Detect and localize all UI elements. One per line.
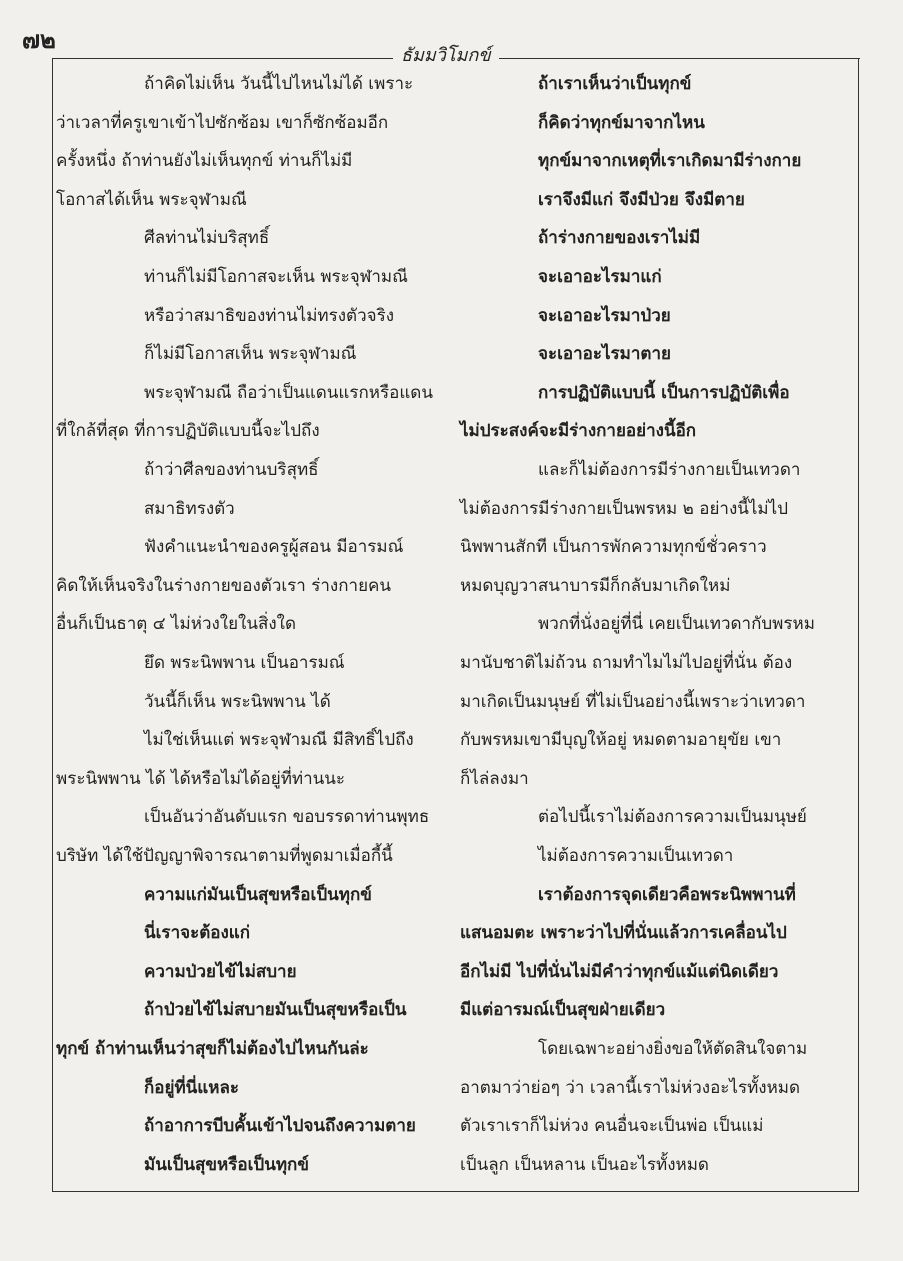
text-line: เราต้องการจุดเดียวคือพระนิพพานที่ — [538, 884, 796, 905]
text-line: มานับชาติไม่ถ้วน ถามทำไมไม่ไปอยู่ที่นั่น ต้อง — [460, 653, 793, 673]
text-line: นิพพานสักที เป็นการพักความทุกข์ชั่วคราว — [460, 537, 767, 558]
text-line: ยึด พระนิพพาน เป็นอารมณ์ — [144, 653, 345, 673]
text-line: จะเอาอะไรมาแก่ — [538, 267, 662, 287]
text-line: ความแก่มันเป็นสุขหรือเป็นทุกข์ — [144, 884, 372, 905]
text-line: สมาธิทรงตัว — [144, 498, 235, 519]
text-line: พวกที่นั่งอยู่ที่นี่ เคยเป็นเทวดากับพรหม — [538, 614, 815, 635]
text-line: กับพรหมเขามีบุญให้อยู่ หมดตามอายุขัย เขา — [460, 730, 782, 751]
text-line: มีแต่อารมณ์เป็นสุขฝ่ายเดียว — [460, 1000, 666, 1021]
text-line: มันเป็นสุขหรือเป็นทุกข์ — [144, 1154, 309, 1175]
text-line: นี่เราจะต้องแก่ — [144, 923, 251, 944]
running-header-title: ธัมมวิโมกข์ — [393, 40, 499, 69]
text-line: ครั้งหนึ่ง ถ้าท่านยังไม่เห็นทุกข์ ท่านก็ไม่มี — [56, 151, 353, 172]
text-line: หรือว่าสมาธิของท่านไม่ทรงตัวจริง — [144, 305, 395, 326]
text-line: ถ้าเราเห็นว่าเป็นทุกข์ — [538, 74, 692, 94]
text-line: อีกไม่มี ไปที่นั่นไม่มีคำว่าทุกข์แม้แต่นิดเดียว — [460, 961, 779, 982]
text-line: จะเอาอะไรมาป่วย — [538, 305, 671, 326]
text-line: ตัวเราเราก็ไม่ห่วง คนอื่นจะเป็นพ่อ เป็นแม่ — [460, 1116, 764, 1137]
text-line: ถ้าอาการบีบคั้นเข้าไปจนถึงความตาย — [144, 1116, 416, 1137]
text-line: เป็นอันว่าอันดับแรก ขอบรรดาท่านพุทธ — [144, 807, 430, 828]
text-line: ไม่ต้องการความเป็นเทวดา — [538, 846, 734, 866]
text-line: ต่อไปนี้เราไม่ต้องการความเป็นมนุษย์ — [538, 807, 807, 828]
text-line: การปฏิบัติแบบนี้ เป็นการปฏิบัติเพื่อ — [538, 382, 790, 403]
text-line: มาเกิดเป็นมนุษย์ ที่ไม่เป็นอย่างนี้เพราะว่าเทวดา — [460, 691, 806, 712]
text-line: คิดให้เห็นจริงในร่างกายของตัวเรา ร่างกายคน — [56, 575, 392, 596]
text-line: บริษัท ได้ใช้ปัญญาพิจารณาตามที่พูดมาเมื่อกี้นี้ — [56, 846, 393, 866]
text-line: แสนอมตะ เพราะว่าไปที่นั่นแล้วการเคลื่อนไป — [460, 923, 787, 944]
text-line: ฟังคำแนะนำของครูผู้สอน มีอารมณ์ — [144, 537, 404, 558]
text-line: ก็คิดว่าทุกข์มาจากไหน — [538, 112, 705, 133]
page-number: ๗๒ — [22, 25, 56, 54]
text-line: ว่าเวลาที่ครูเขาเข้าไปซักซ้อม เขาก็ซักซ้อมอีก — [56, 112, 389, 133]
text-line: ท่านก็ไม่มีโอกาสจะเห็น พระจุฬามณี — [144, 267, 408, 287]
text-line: ถ้าว่าศีลของท่านบริสุทธิ์ — [144, 460, 319, 480]
text-line: ก็อยู่ที่นี่แหละ — [144, 1077, 240, 1098]
text-line: จะเอาอะไรมาตาย — [538, 344, 671, 365]
text-line: ไม่ใช่เห็นแต่ พระจุฬามณี มีสิทธิ์ไปถึง — [144, 730, 414, 751]
text-line: ที่ใกล้ที่สุด ที่การปฏิบัติแบบนี้จะไปถึง — [56, 421, 320, 442]
text-line: ศีลท่านไม่บริสุทธิ์ — [144, 228, 270, 249]
text-line: หมดบุญวาสนาบารมีก็กลับมาเกิดใหม่ — [460, 575, 731, 596]
text-line: อาตมาว่าย่อๆ ว่า เวลานี้เราไม่ห่วงอะไรทั้งหมด — [460, 1077, 801, 1098]
text-line: ถ้าป่วยไข้ไม่สบายมันเป็นสุขหรือเป็น — [144, 1000, 407, 1021]
text-line: ความป่วยไข้ไม่สบาย — [144, 961, 297, 982]
text-line: พระจุฬามณี ถือว่าเป็นแดนแรกหรือแดน — [144, 382, 433, 403]
text-line: ก็ไล่ลงมา — [460, 768, 529, 789]
text-line: โดยเฉพาะอย่างยิ่งขอให้ตัดสินใจตาม — [538, 1039, 808, 1059]
text-line: วันนี้ก็เห็น พระนิพพาน ได้ — [144, 691, 331, 712]
text-line: อื่นก็เป็นธาตุ ๔ ไม่ห่วงใยในสิ่งใด — [56, 614, 296, 635]
text-line: ไม่ต้องการมีร่างกายเป็นพรหม ๒ อย่างนี้ไม่ไป — [460, 498, 788, 519]
text-line: ไม่ประสงค์จะมีร่างกายอย่างนี้อีก — [460, 421, 697, 442]
text-line: เราจึงมีแก่ จึงมีป่วย จึงมีตาย — [538, 189, 745, 210]
text-line: ถ้าคิดไม่เห็น วันนี้ไปไหนไม่ได้ เพราะ — [144, 74, 414, 94]
text-line: เป็นลูก เป็นหลาน เป็นอะไรทั้งหมด — [460, 1154, 709, 1175]
text-line: ก็ไม่มีโอกาสเห็น พระจุฬามณี — [144, 344, 357, 365]
text-line: ทุกข์ ถ้าท่านเห็นว่าสุขก็ไม่ต้องไปไหนกันล่ะ — [56, 1039, 369, 1059]
text-line: ทุกข์มาจากเหตุที่เราเกิดมามีร่างกาย — [538, 151, 802, 172]
text-line: พระนิพพาน ได้ ได้หรือไม่ได้อยู่ที่ท่านนะ — [56, 768, 346, 789]
text-line: โอกาสได้เห็น พระจุฬามณี — [56, 189, 247, 210]
text-line: ถ้าร่างกายของเราไม่มี — [538, 228, 701, 249]
text-line: และก็ไม่ต้องการมีร่างกายเป็นเทวดา — [538, 460, 801, 480]
